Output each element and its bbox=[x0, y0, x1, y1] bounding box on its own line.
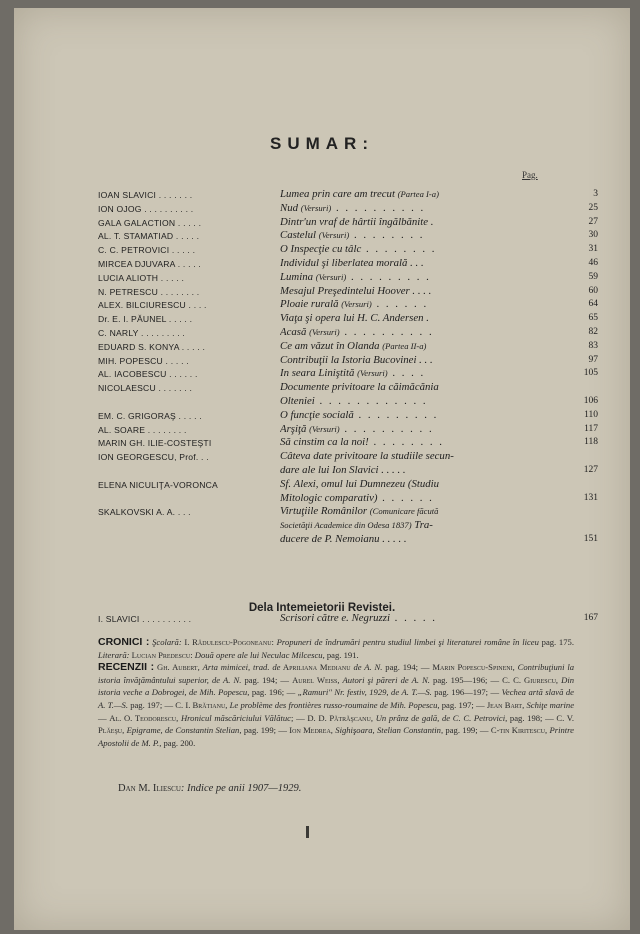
toc-page-number: 106 bbox=[583, 395, 598, 406]
text-segment: , bbox=[197, 662, 203, 673]
text-segment: Hronicul măscăriciului Vălătuc bbox=[180, 712, 291, 723]
text-segment: C-tin Kiritescu bbox=[490, 725, 545, 736]
toc-entry bbox=[98, 312, 598, 326]
toc-page-number: 64 bbox=[588, 299, 598, 310]
index-line bbox=[118, 783, 568, 794]
toc-title-line bbox=[280, 243, 580, 255]
text-segment: , pag. 199; — bbox=[239, 725, 290, 736]
text-segment: Epigrame, de Constantin Stelian bbox=[126, 725, 240, 736]
toc-title-line bbox=[280, 354, 580, 366]
text-segment: D. D. Pătrăşcanu bbox=[307, 712, 371, 723]
toc-author: I. SLAVICI . . . . . . . . . . bbox=[98, 614, 192, 624]
text-segment: Schiţe marine bbox=[526, 699, 575, 710]
toc-title-line bbox=[280, 395, 580, 407]
toc-page-number: 65 bbox=[588, 313, 598, 324]
title-segment: Olteniei bbox=[280, 394, 315, 407]
toc-author: EDUARD S. KONYA . . . . . bbox=[98, 341, 206, 352]
founders-contents bbox=[98, 612, 598, 626]
text-segment: C. C. Giurescu bbox=[502, 674, 556, 685]
toc-page-number: 117 bbox=[584, 423, 598, 434]
toc-entry bbox=[98, 423, 598, 437]
leader-dots: . . . . . . bbox=[377, 491, 434, 504]
leader-dots: . . . . . . . . bbox=[349, 229, 425, 242]
text-segment: , pag. 191. bbox=[322, 649, 359, 660]
text-segment: pag. 195—196; — bbox=[429, 674, 503, 685]
toc-title-line bbox=[280, 216, 580, 228]
text-segment: Şcolară: bbox=[149, 637, 185, 647]
title-segment: Mesajul Preşedintelui Hoover . . . . bbox=[280, 284, 432, 297]
toc-entry bbox=[98, 381, 598, 409]
index-title: : Indice pe anii 1907—1929. bbox=[180, 783, 302, 794]
leader-dots: . . . . . . . . . bbox=[346, 270, 431, 283]
toc-page-number: 25 bbox=[588, 202, 598, 213]
text-segment: Lucian Predescu bbox=[131, 649, 191, 660]
page-column-label: Pag. bbox=[522, 170, 538, 180]
title-segment: Arşiţă bbox=[280, 422, 310, 435]
title-segment: Ploaie rurală bbox=[280, 298, 342, 311]
toc-author: MARIN GH. ILIE-COSTEŞTI bbox=[98, 438, 212, 449]
toc-entry bbox=[98, 298, 598, 312]
title-segment: (Versuri) bbox=[318, 230, 350, 241]
text-segment: Sighişoara, Stelian Constantin bbox=[335, 725, 441, 736]
toc-title-line bbox=[280, 492, 580, 504]
section-label: RECENZII : bbox=[98, 661, 155, 674]
toc-title-line bbox=[280, 312, 580, 324]
title-segment: (Versuri) bbox=[309, 326, 340, 337]
toc-entry bbox=[98, 409, 598, 423]
text-segment: A. N. bbox=[364, 662, 383, 673]
leader-dots: . . . . . . . . bbox=[361, 243, 437, 256]
text-segment: I. Rădulescu-Pogoneanu bbox=[184, 637, 272, 647]
text-segment: pag. 194; — bbox=[241, 674, 293, 685]
toc-entry bbox=[98, 188, 598, 202]
leader-dots: . . . . . . . . . bbox=[353, 408, 439, 421]
toc-entry bbox=[98, 450, 598, 478]
title-segment: Câteva date privitoare la studiile secun- bbox=[280, 450, 454, 463]
toc-author: MIH. POPESCU . . . . . bbox=[98, 355, 189, 366]
toc-title-line bbox=[280, 340, 580, 352]
text-segment: , pag. 196; — bbox=[247, 687, 298, 698]
section-heading: Dela Intemeietorii Revistei. bbox=[248, 602, 396, 614]
leader-dots: . . . . . . . . . . bbox=[339, 422, 434, 435]
toc-title-line bbox=[280, 478, 580, 490]
leader-dots: . . . . . . . . bbox=[368, 436, 444, 449]
text-segment: , bbox=[545, 725, 550, 736]
text-segment: Le problème des frontières russo-roumaine de Mih. Popescu bbox=[229, 699, 438, 710]
text-segment: , bbox=[555, 674, 562, 685]
text-segment: Arta mimicei, trad. de bbox=[202, 662, 281, 673]
toc-entry bbox=[98, 243, 598, 257]
title-segment: Ce am văzut în Olanda bbox=[280, 339, 383, 352]
title-segment: Castelul bbox=[280, 229, 319, 242]
toc-title-line bbox=[280, 409, 580, 421]
toc-entry bbox=[98, 354, 598, 368]
toc-title-line bbox=[280, 423, 580, 435]
text-segment: , pag. 199; — bbox=[440, 725, 491, 736]
title-segment: O funcţie socială bbox=[280, 408, 354, 421]
text-segment: Marin Popescu-Spineni bbox=[432, 662, 513, 673]
toc-author: GALA GALACTION . . . . . bbox=[98, 217, 202, 228]
ink-mark bbox=[306, 826, 309, 838]
text-segment: Literară: bbox=[98, 649, 132, 660]
text-segment: Apriliana Medianu bbox=[280, 662, 351, 673]
toc-title-line bbox=[280, 326, 580, 338]
text-segment: pag. 196—197; — bbox=[431, 687, 502, 698]
toc-title-line bbox=[280, 450, 580, 462]
toc-page-number: 82 bbox=[588, 326, 598, 337]
toc-page-number: 131 bbox=[583, 492, 598, 503]
toc-entry bbox=[98, 285, 598, 299]
index-author: Dan M. Iliescu bbox=[118, 783, 181, 794]
toc-entry bbox=[98, 229, 598, 243]
toc-entry bbox=[98, 612, 598, 626]
text-segment: C. V. Plăeşu bbox=[98, 712, 575, 736]
text-segment: Aurel Weiss bbox=[292, 674, 338, 685]
text-segment: Autori şi păreri de A. N. bbox=[342, 674, 430, 685]
toc-page-number: 31 bbox=[588, 244, 598, 255]
title-segment: Tra- bbox=[411, 519, 433, 532]
toc-entry bbox=[98, 216, 598, 230]
toc-title-line bbox=[280, 612, 580, 624]
title-segment: dare ale lui Ion Slavici . . . . . bbox=[280, 463, 406, 476]
toc-author: MIRCEA DJUVARA . . . . . bbox=[98, 258, 202, 269]
title-segment: (Versuri) bbox=[357, 368, 388, 379]
toc-title-line bbox=[280, 257, 580, 269]
text-segment: Contribuţiuni la istoria învăţământului superior, de A. N. bbox=[98, 662, 575, 685]
toc-entry bbox=[98, 478, 598, 506]
text-segment: Două opere ale lui Neculac Milcescu bbox=[194, 649, 323, 660]
toc-page-number: 27 bbox=[588, 216, 598, 227]
toc-author: ION GEORGESCU, Prof. . . bbox=[98, 452, 209, 463]
text-segment: Propuneri de îndrumări pentru studiul limbei şi literaturei române în liceu bbox=[276, 637, 539, 647]
toc-title-line bbox=[280, 533, 580, 545]
printed-page bbox=[14, 8, 630, 930]
title-segment: Contribuţii la Istoria Bucovinei . . . bbox=[280, 353, 433, 366]
toc-title-line bbox=[280, 202, 580, 214]
title-segment: (Versuri) bbox=[341, 299, 372, 310]
toc-entry bbox=[98, 271, 598, 285]
toc-title-line bbox=[280, 298, 580, 310]
toc-author: ION OJOG . . . . . . . . . . bbox=[98, 203, 194, 214]
toc-entry bbox=[98, 340, 598, 354]
text-segment: pag. 197; — bbox=[127, 699, 176, 710]
text-segment: : bbox=[271, 637, 277, 647]
toc-author: AL. SOARE . . . . . . . . bbox=[98, 424, 187, 435]
page-title: SUMAR: bbox=[270, 134, 374, 153]
toc-title-line bbox=[280, 188, 580, 200]
leader-dots: . . . . . . . . . . bbox=[339, 325, 434, 338]
toc-author: LUCIA ALIOTH . . . . . bbox=[98, 272, 185, 283]
toc-entry bbox=[98, 436, 598, 450]
toc-title-line bbox=[280, 271, 580, 283]
text-segment: , pag. 198; — bbox=[505, 712, 557, 723]
leader-dots: . . . . . . . . . . . . bbox=[314, 394, 428, 407]
chronicles-reviews-paragraph bbox=[98, 636, 574, 749]
title-segment: (Versuri) bbox=[309, 423, 340, 434]
toc-page-number: 127 bbox=[583, 464, 598, 475]
toc-entry bbox=[98, 505, 598, 546]
text-segment: , bbox=[122, 725, 127, 736]
title-segment: (Versuri) bbox=[300, 202, 332, 213]
title-segment: Acasă bbox=[280, 325, 310, 338]
text-segment: ; — bbox=[291, 712, 308, 723]
text-segment: Ion Medrea bbox=[289, 725, 331, 736]
toc-page-number: 60 bbox=[588, 285, 598, 296]
title-segment: Individul şi liberlatea morală . . . bbox=[280, 256, 424, 269]
text-segment: Jean Bart bbox=[486, 699, 523, 710]
text-segment: , bbox=[337, 674, 343, 685]
title-segment: (Partea I-a) bbox=[397, 189, 439, 199]
toc-title-line bbox=[280, 367, 580, 379]
text-segment: , bbox=[512, 662, 518, 673]
text-segment: „Ramuri" Nr. festiv, 1929, de A. T.—S. bbox=[297, 687, 432, 698]
leader-dots: . . . . . . bbox=[371, 298, 429, 311]
toc-author: NICOLAESCU . . . . . . . bbox=[98, 383, 193, 394]
toc-title-line bbox=[280, 436, 580, 448]
toc-author: ALEX. BILCIURESCU . . . . bbox=[98, 300, 207, 311]
text-segment: C. I. Brătianu bbox=[175, 699, 226, 710]
toc-title-line bbox=[280, 381, 580, 393]
toc-page-number: 59 bbox=[588, 271, 598, 282]
toc-title-line bbox=[280, 519, 580, 531]
text-segment: , pag. 200. bbox=[159, 737, 196, 748]
title-segment: In seara Liniştită bbox=[280, 367, 358, 380]
section-label: CRONICI : bbox=[98, 636, 150, 648]
toc-author: SKALKOVSKI A. A. . . . bbox=[98, 507, 191, 518]
toc-page-number: 83 bbox=[588, 340, 598, 351]
title-segment: Scrisori către e. Negruzzi bbox=[280, 612, 390, 624]
text-segment: pag. 175. bbox=[538, 637, 574, 647]
toc-author: Dr. E. I. PĂUNEL . . . . . bbox=[98, 314, 193, 325]
title-segment: Mitologic comparativ) bbox=[280, 491, 378, 504]
title-segment: Dintr'un vraf de hârtii îngălbănite . bbox=[280, 215, 434, 228]
toc-author: N. PETRESCU . . . . . . . . bbox=[98, 286, 200, 297]
toc-author: C. NARLY . . . . . . . . . bbox=[98, 327, 186, 338]
toc-page-number: 167 bbox=[583, 613, 598, 623]
toc-page-number: 97 bbox=[588, 354, 598, 365]
toc-entry bbox=[98, 202, 598, 216]
toc-author: ELENA NICULIŢA-VORONCA bbox=[98, 479, 218, 490]
text-segment: pag. 194; — bbox=[382, 662, 433, 673]
text-segment: Din istoria veche a Dobrogei, de Mih. Popescu bbox=[98, 674, 575, 698]
toc-page-number: 151 bbox=[583, 533, 598, 544]
title-segment: O Inspecţie cu tâlc bbox=[280, 243, 362, 256]
title-segment: (Partea II-a) bbox=[382, 340, 427, 351]
title-segment: Virtuţiile Românilor bbox=[280, 505, 370, 518]
text-segment: , bbox=[522, 699, 527, 710]
toc-page-number: 118 bbox=[584, 437, 598, 448]
text-segment: Un prânz de gală, de C. C. Petrovici bbox=[375, 712, 506, 723]
leader-dots: . . . . bbox=[387, 367, 426, 380]
toc-author: EM. C. GRIGORAŞ . . . . . bbox=[98, 410, 202, 421]
text-segment: de bbox=[350, 662, 365, 673]
title-segment: (Versuri) bbox=[315, 271, 347, 282]
title-segment: Documente privitoare la căimăcănia bbox=[280, 381, 439, 394]
title-segment: Lumina bbox=[280, 270, 316, 283]
toc-author: AL. T. STAMATIAD . . . . . bbox=[98, 231, 200, 242]
text-segment: Gh. Aubert bbox=[154, 662, 198, 673]
toc-page-number: 3 bbox=[593, 189, 598, 199]
text-segment: , pag. 197; — bbox=[437, 699, 487, 710]
toc-entry bbox=[98, 367, 598, 381]
toc-page-number: 105 bbox=[583, 368, 598, 379]
toc-title-line bbox=[280, 464, 580, 476]
title-segment: ducere de P. Nemoianu . . . . . bbox=[280, 532, 407, 545]
toc-title-line bbox=[280, 505, 580, 517]
title-segment: Societăţii Academice din Odesa 1837) bbox=[280, 520, 412, 531]
text-segment: Al. O. Teodorescu bbox=[109, 712, 177, 723]
toc-entry bbox=[98, 326, 598, 340]
text-segment: , bbox=[370, 712, 376, 723]
text-segment: , bbox=[330, 725, 336, 736]
table-of-contents bbox=[98, 188, 598, 547]
toc-author: C. C. PETROVICI . . . . . bbox=[98, 245, 196, 256]
text-segment: , bbox=[225, 699, 230, 710]
title-segment: Să cinstim ca la noi! bbox=[280, 436, 369, 449]
toc-entry bbox=[98, 257, 598, 271]
text-segment: Vechea artă slavă de A. T.—S. bbox=[98, 687, 574, 710]
leader-dots: . . . . . . . . . . bbox=[331, 201, 426, 214]
title-segment: Lumea prin care am trecut bbox=[280, 188, 398, 200]
text-segment: , bbox=[176, 712, 181, 723]
toc-page-number: 110 bbox=[584, 409, 598, 420]
toc-title-line bbox=[280, 285, 580, 297]
leader-dots: . . . . . bbox=[389, 612, 437, 624]
toc-title-line bbox=[280, 229, 580, 241]
toc-author: AL. IACOBESCU . . . . . . bbox=[98, 369, 198, 380]
toc-author: IOAN SLAVICI . . . . . . . bbox=[98, 190, 193, 200]
title-segment: Sf. Alexi, omul lui Dumnezeu (Studiu bbox=[280, 477, 440, 490]
title-segment: Nud bbox=[280, 201, 301, 214]
text-segment: : bbox=[190, 649, 195, 660]
text-segment: — bbox=[98, 712, 110, 723]
toc-page-number: 30 bbox=[588, 230, 598, 241]
title-segment: Viaţa şi opera lui H. C. Andersen . bbox=[280, 312, 429, 325]
title-segment: (Comunicare făcută bbox=[369, 506, 439, 517]
text-segment: Printre Apostolii de M. P. bbox=[98, 725, 574, 748]
toc-page-number: 46 bbox=[588, 257, 598, 268]
